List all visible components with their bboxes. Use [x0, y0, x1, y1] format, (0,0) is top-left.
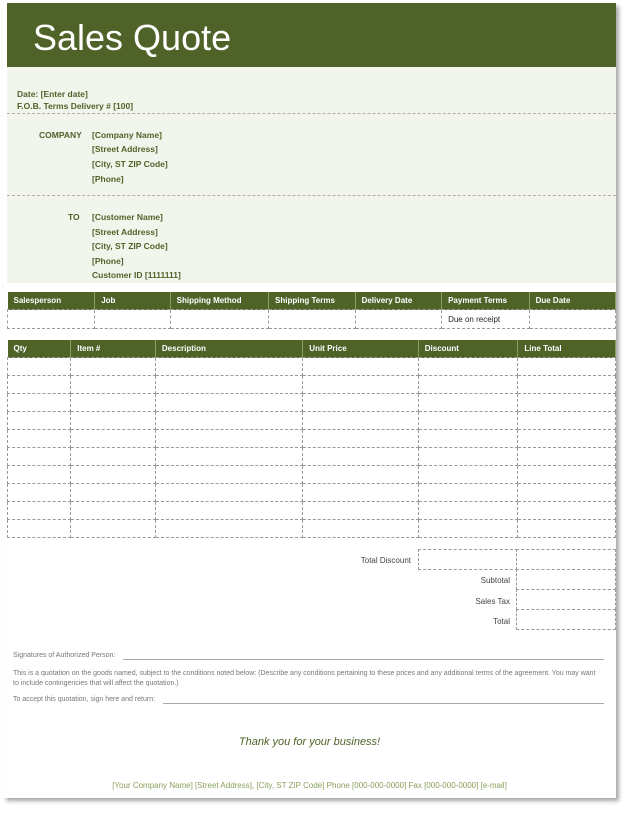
item-cell[interactable]: [8, 358, 71, 376]
info-panel: [7, 67, 616, 283]
total-value[interactable]: [516, 609, 616, 630]
table-row: [8, 502, 616, 520]
delivery-date-cell[interactable]: [355, 310, 442, 329]
item-cell[interactable]: [418, 358, 518, 376]
col-description: Description: [155, 340, 302, 358]
item-cell[interactable]: [518, 520, 616, 538]
item-cell[interactable]: [155, 394, 302, 412]
sales-tax-label: Sales Tax: [475, 597, 510, 606]
col-due-date: Due Date: [529, 292, 615, 310]
item-cell[interactable]: [418, 376, 518, 394]
total-discount-label: Total Discount: [360, 556, 411, 565]
item-cell[interactable]: [518, 448, 616, 466]
salesperson-cell[interactable]: [8, 310, 95, 329]
item-cell[interactable]: [518, 466, 616, 484]
table-row: [8, 412, 616, 430]
customer-name[interactable]: [Customer Name]: [92, 212, 163, 222]
item-cell[interactable]: [418, 502, 518, 520]
item-cell[interactable]: [8, 430, 71, 448]
quotation-text: This is a quotation on the goods named, subject to the conditions noted below: (Describe any conditions pertaining to these prices and any additional terms of the agreement. You may want to include contingencies that will affect the quotation.): [13, 670, 596, 687]
divider: [7, 113, 616, 114]
item-cell[interactable]: [303, 376, 418, 394]
terms-table: [7, 292, 616, 329]
due-date-cell[interactable]: [529, 310, 615, 329]
item-cell[interactable]: [71, 520, 156, 538]
item-cell[interactable]: [418, 520, 518, 538]
item-cell[interactable]: [71, 376, 156, 394]
signature-label: Signatures of Authorized Person:: [13, 652, 116, 659]
col-salesperson: Salesperson: [8, 292, 95, 310]
customer-phone[interactable]: [Phone]: [92, 256, 124, 266]
item-cell[interactable]: [518, 358, 616, 376]
item-cell[interactable]: [8, 412, 71, 430]
col-shipping-method: Shipping Method: [170, 292, 268, 310]
customer-city[interactable]: [City, ST ZIP Code]: [92, 241, 168, 251]
item-cell[interactable]: [71, 502, 156, 520]
subtotal-label: Subtotal: [480, 576, 510, 585]
customer-street[interactable]: [Street Address]: [92, 227, 158, 237]
items-table: [7, 340, 616, 538]
accept-signature-line[interactable]: [163, 703, 604, 704]
item-cell[interactable]: [71, 412, 156, 430]
item-cell[interactable]: [418, 412, 518, 430]
item-cell[interactable]: [518, 502, 616, 520]
table-row: [8, 466, 616, 484]
item-cell[interactable]: [303, 394, 418, 412]
item-cell[interactable]: [303, 430, 418, 448]
item-cell[interactable]: [71, 448, 156, 466]
item-cell[interactable]: [303, 502, 418, 520]
fob-line[interactable]: F.O.B. Terms Delivery # [100]: [17, 101, 134, 111]
col-line-total: Line Total: [518, 340, 616, 358]
company-phone[interactable]: [Phone]: [92, 174, 124, 184]
col-job: Job: [95, 292, 170, 310]
page-title: Sales Quote: [33, 17, 232, 58]
item-cell[interactable]: [303, 520, 418, 538]
company-label: COMPANY: [39, 130, 82, 140]
divider: [7, 195, 616, 196]
item-cell[interactable]: [303, 448, 418, 466]
item-cell[interactable]: [155, 484, 302, 502]
item-cell[interactable]: [8, 394, 71, 412]
item-cell[interactable]: [518, 484, 616, 502]
total-discount-line-value[interactable]: [516, 549, 616, 570]
item-cell[interactable]: [155, 466, 302, 484]
col-delivery-date: Delivery Date: [355, 292, 442, 310]
col-shipping-terms: Shipping Terms: [269, 292, 356, 310]
item-cell[interactable]: [8, 448, 71, 466]
customer-id[interactable]: Customer ID [1111111]: [92, 270, 181, 280]
item-cell[interactable]: [71, 358, 156, 376]
col-qty: Qty: [8, 340, 71, 358]
item-cell[interactable]: [155, 502, 302, 520]
col-payment-terms: Payment Terms: [442, 292, 530, 310]
item-cell[interactable]: [155, 430, 302, 448]
shipping-method-cell[interactable]: [170, 310, 268, 329]
shipping-terms-cell[interactable]: [269, 310, 356, 329]
item-cell[interactable]: [71, 430, 156, 448]
table-row: [8, 394, 616, 412]
item-cell[interactable]: [418, 394, 518, 412]
quote-sheet: [3, 3, 616, 798]
item-cell[interactable]: [303, 412, 418, 430]
table-row: [8, 358, 616, 376]
item-cell[interactable]: [71, 466, 156, 484]
header-banner: [7, 3, 616, 67]
subtotal-value[interactable]: [516, 569, 616, 590]
item-cell[interactable]: [155, 448, 302, 466]
total-discount-value[interactable]: [418, 549, 518, 570]
footer-contact: [Your Company Name] [Street Address], [City, ST ZIP Code] Phone [000-000-0000] Fax [000-000-0000] [e-mail]: [112, 781, 507, 790]
total-label: Total: [493, 617, 510, 626]
item-cell[interactable]: [71, 484, 156, 502]
item-cell[interactable]: [303, 358, 418, 376]
item-cell[interactable]: [155, 358, 302, 376]
item-cell[interactable]: [518, 430, 616, 448]
company-name[interactable]: [Company Name]: [92, 130, 162, 140]
company-city[interactable]: [City, ST ZIP Code]: [92, 159, 168, 169]
item-cell[interactable]: [518, 376, 616, 394]
signature-line[interactable]: [123, 659, 604, 660]
item-cell[interactable]: [418, 466, 518, 484]
item-cell[interactable]: [8, 484, 71, 502]
table-row: [8, 484, 616, 502]
table-row: [8, 520, 616, 538]
item-cell[interactable]: [155, 412, 302, 430]
item-cell[interactable]: [155, 376, 302, 394]
date-line[interactable]: Date: [Enter date]: [17, 89, 88, 99]
payment-terms-cell[interactable]: Due on receipt: [442, 310, 530, 329]
table-row: [8, 430, 616, 448]
sales-tax-value[interactable]: [516, 589, 616, 610]
thank-you-message: Thank you for your business!: [238, 736, 381, 748]
item-cell[interactable]: [418, 484, 518, 502]
item-cell[interactable]: [303, 466, 418, 484]
table-row: [8, 376, 616, 394]
item-cell[interactable]: [71, 394, 156, 412]
to-label: TO: [68, 212, 80, 222]
item-cell[interactable]: [518, 394, 616, 412]
item-cell[interactable]: [418, 430, 518, 448]
item-cell[interactable]: [418, 448, 518, 466]
item-cell[interactable]: [8, 376, 71, 394]
item-cell[interactable]: [8, 466, 71, 484]
item-cell[interactable]: [155, 520, 302, 538]
col-discount: Discount: [418, 340, 518, 358]
col-item-number: Item #: [71, 340, 156, 358]
col-unit-price: Unit Price: [303, 340, 418, 358]
accept-label: To accept this quotation, sign here and return:: [13, 696, 156, 703]
item-cell[interactable]: [518, 412, 616, 430]
job-cell[interactable]: [95, 310, 170, 329]
table-row: [8, 448, 616, 466]
item-cell[interactable]: [303, 484, 418, 502]
item-cell[interactable]: [8, 520, 71, 538]
company-street[interactable]: [Street Address]: [92, 144, 158, 154]
item-cell[interactable]: [8, 502, 71, 520]
